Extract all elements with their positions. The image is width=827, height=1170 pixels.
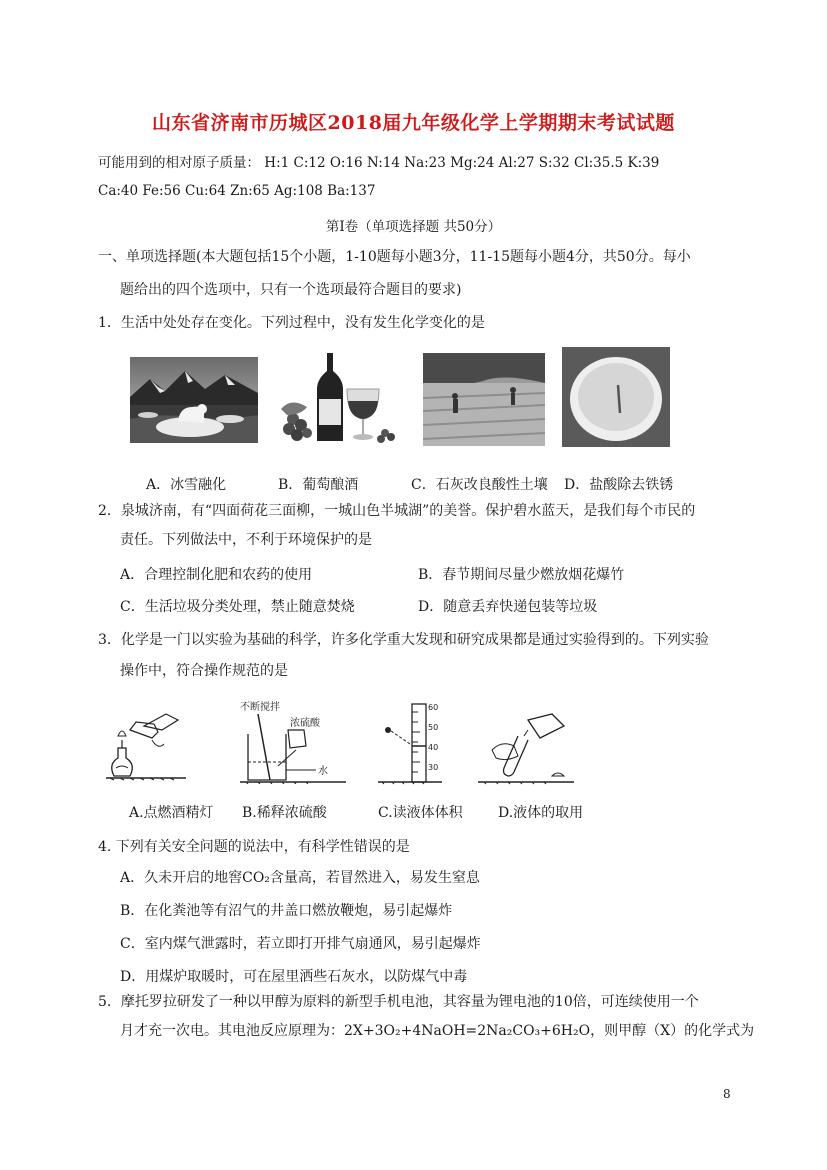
question-2-option-a: A．合理控制化肥和农药的使用 <box>120 567 313 583</box>
question-4-option-a: A．久未开启的地窖CO₂含量高，若冒然进入，易发生窒息 <box>120 870 480 886</box>
tick-label: 50 <box>428 723 439 732</box>
page-title: 山东省济南市历城区2018届九年级化学上学期期末考试试题 <box>152 112 675 134</box>
question-2-option-d: D．随意丢弃快递包装等垃圾 <box>418 599 598 615</box>
question-4-option-b: B．在化粪池等有沼气的井盖口燃放鞭炮，易引起爆炸 <box>120 903 453 919</box>
alcohol-lamp-figure <box>104 710 188 782</box>
water-label: 水 <box>318 766 328 777</box>
question-1-option-c: C．石灰改良酸性土壤 <box>411 477 548 493</box>
question-3-option-c: C.读液体体积 <box>378 805 463 821</box>
question-3-option-a: A.点燃酒精灯 <box>129 805 214 821</box>
tick-label: 30 <box>428 763 439 772</box>
question-3-option-d: D.液体的取用 <box>498 805 584 821</box>
acid-label: 浓硫酸 <box>290 718 320 729</box>
question-1-option-d: D．盐酸除去铁锈 <box>564 477 674 493</box>
atomic-mass-line-2: Ca:40 Fe:56 Cu:64 Zn:65 Ag:108 Ba:137 <box>98 183 376 199</box>
stir-label: 不断搅拌 <box>240 702 280 713</box>
page-number: 8 <box>723 1087 731 1101</box>
tick-label: 60 <box>428 703 439 712</box>
question-4-stem: 4. 下列有关安全问题的说法中，有科学性错误的是 <box>98 839 410 855</box>
question-2-option-c: C．生活垃圾分类处理，禁止随意焚烧 <box>120 599 355 615</box>
question-4-option-d: D．用煤炉取暖时，可在屋里洒些石灰水，以防煤气中毒 <box>120 969 468 985</box>
atomic-mass-line-1: 可能用到的相对原子质量： H:1 C:12 O:16 N:14 Na:23 Mg:24 Al:27 S:32 Cl:35.5 K:39 <box>98 155 660 171</box>
question-3-stem-line-2: 操作中，符合操作规范的是 <box>120 663 288 679</box>
question-5-stem-line-1: 5．摩托罗拉研发了一种以甲醇为原料的新型手机电池，其容量为锂电池的10倍，可连续使用一个 <box>98 994 699 1010</box>
section-title: 第Ⅰ卷（单项选择题 共50分） <box>325 219 502 235</box>
question-2-option-b: B．春节期间尽量少燃放烟花爆竹 <box>418 567 625 583</box>
question-5-stem-line-2: 月才充一次电。其电池反应原理为：2X+3O₂+4NaOH=2Na₂CO₃+6H₂O，则甲醇（X）的化学式为 <box>120 1023 755 1039</box>
pour-liquid-figure <box>478 706 574 786</box>
dilute-acid-figure <box>238 700 348 784</box>
question-2-stem-line-1: 2．泉城济南，有“四面荷花三面柳，一城山色半城湖”的美誉。保护碧水蓝天，是我们每个市民的 <box>98 503 696 519</box>
instructions-line-2: 题给出的四个选项中，只有一个选项最符合题目的要求) <box>120 282 462 298</box>
instructions-line-1: 一、单项选择题(本大题包括15个小题，1-10题每小题3分，11-15题每小题4分，共50分。每小 <box>98 249 691 265</box>
tick-label: 40 <box>428 743 439 752</box>
ice-melting-photo <box>130 357 258 443</box>
question-1-option-a: A．冰雪融化 <box>146 477 227 493</box>
question-4-option-c: C．室内煤气泄露时，若立即打开排气扇通风，易引起爆炸 <box>120 936 481 952</box>
question-1-option-b: B．葡萄酿酒 <box>278 477 359 493</box>
field-liming-photo <box>423 353 545 446</box>
question-3-stem-line-1: 3．化学是一门以实验为基础的科学，许多化学重大发现和研究成果都是通过实验得到的。下列实验 <box>98 632 709 648</box>
read-volume-figure <box>378 702 442 786</box>
bowl-nail-photo <box>562 347 670 447</box>
question-2-stem-line-2: 责任。下列做法中，不利于环境保护的是 <box>120 532 372 548</box>
question-1-stem: 1．生活中处处存在变化。下列过程中，没有发生化学变化的是 <box>98 315 485 331</box>
wine-photo <box>277 349 397 445</box>
question-3-option-b: B.稀释浓硫酸 <box>242 805 327 821</box>
